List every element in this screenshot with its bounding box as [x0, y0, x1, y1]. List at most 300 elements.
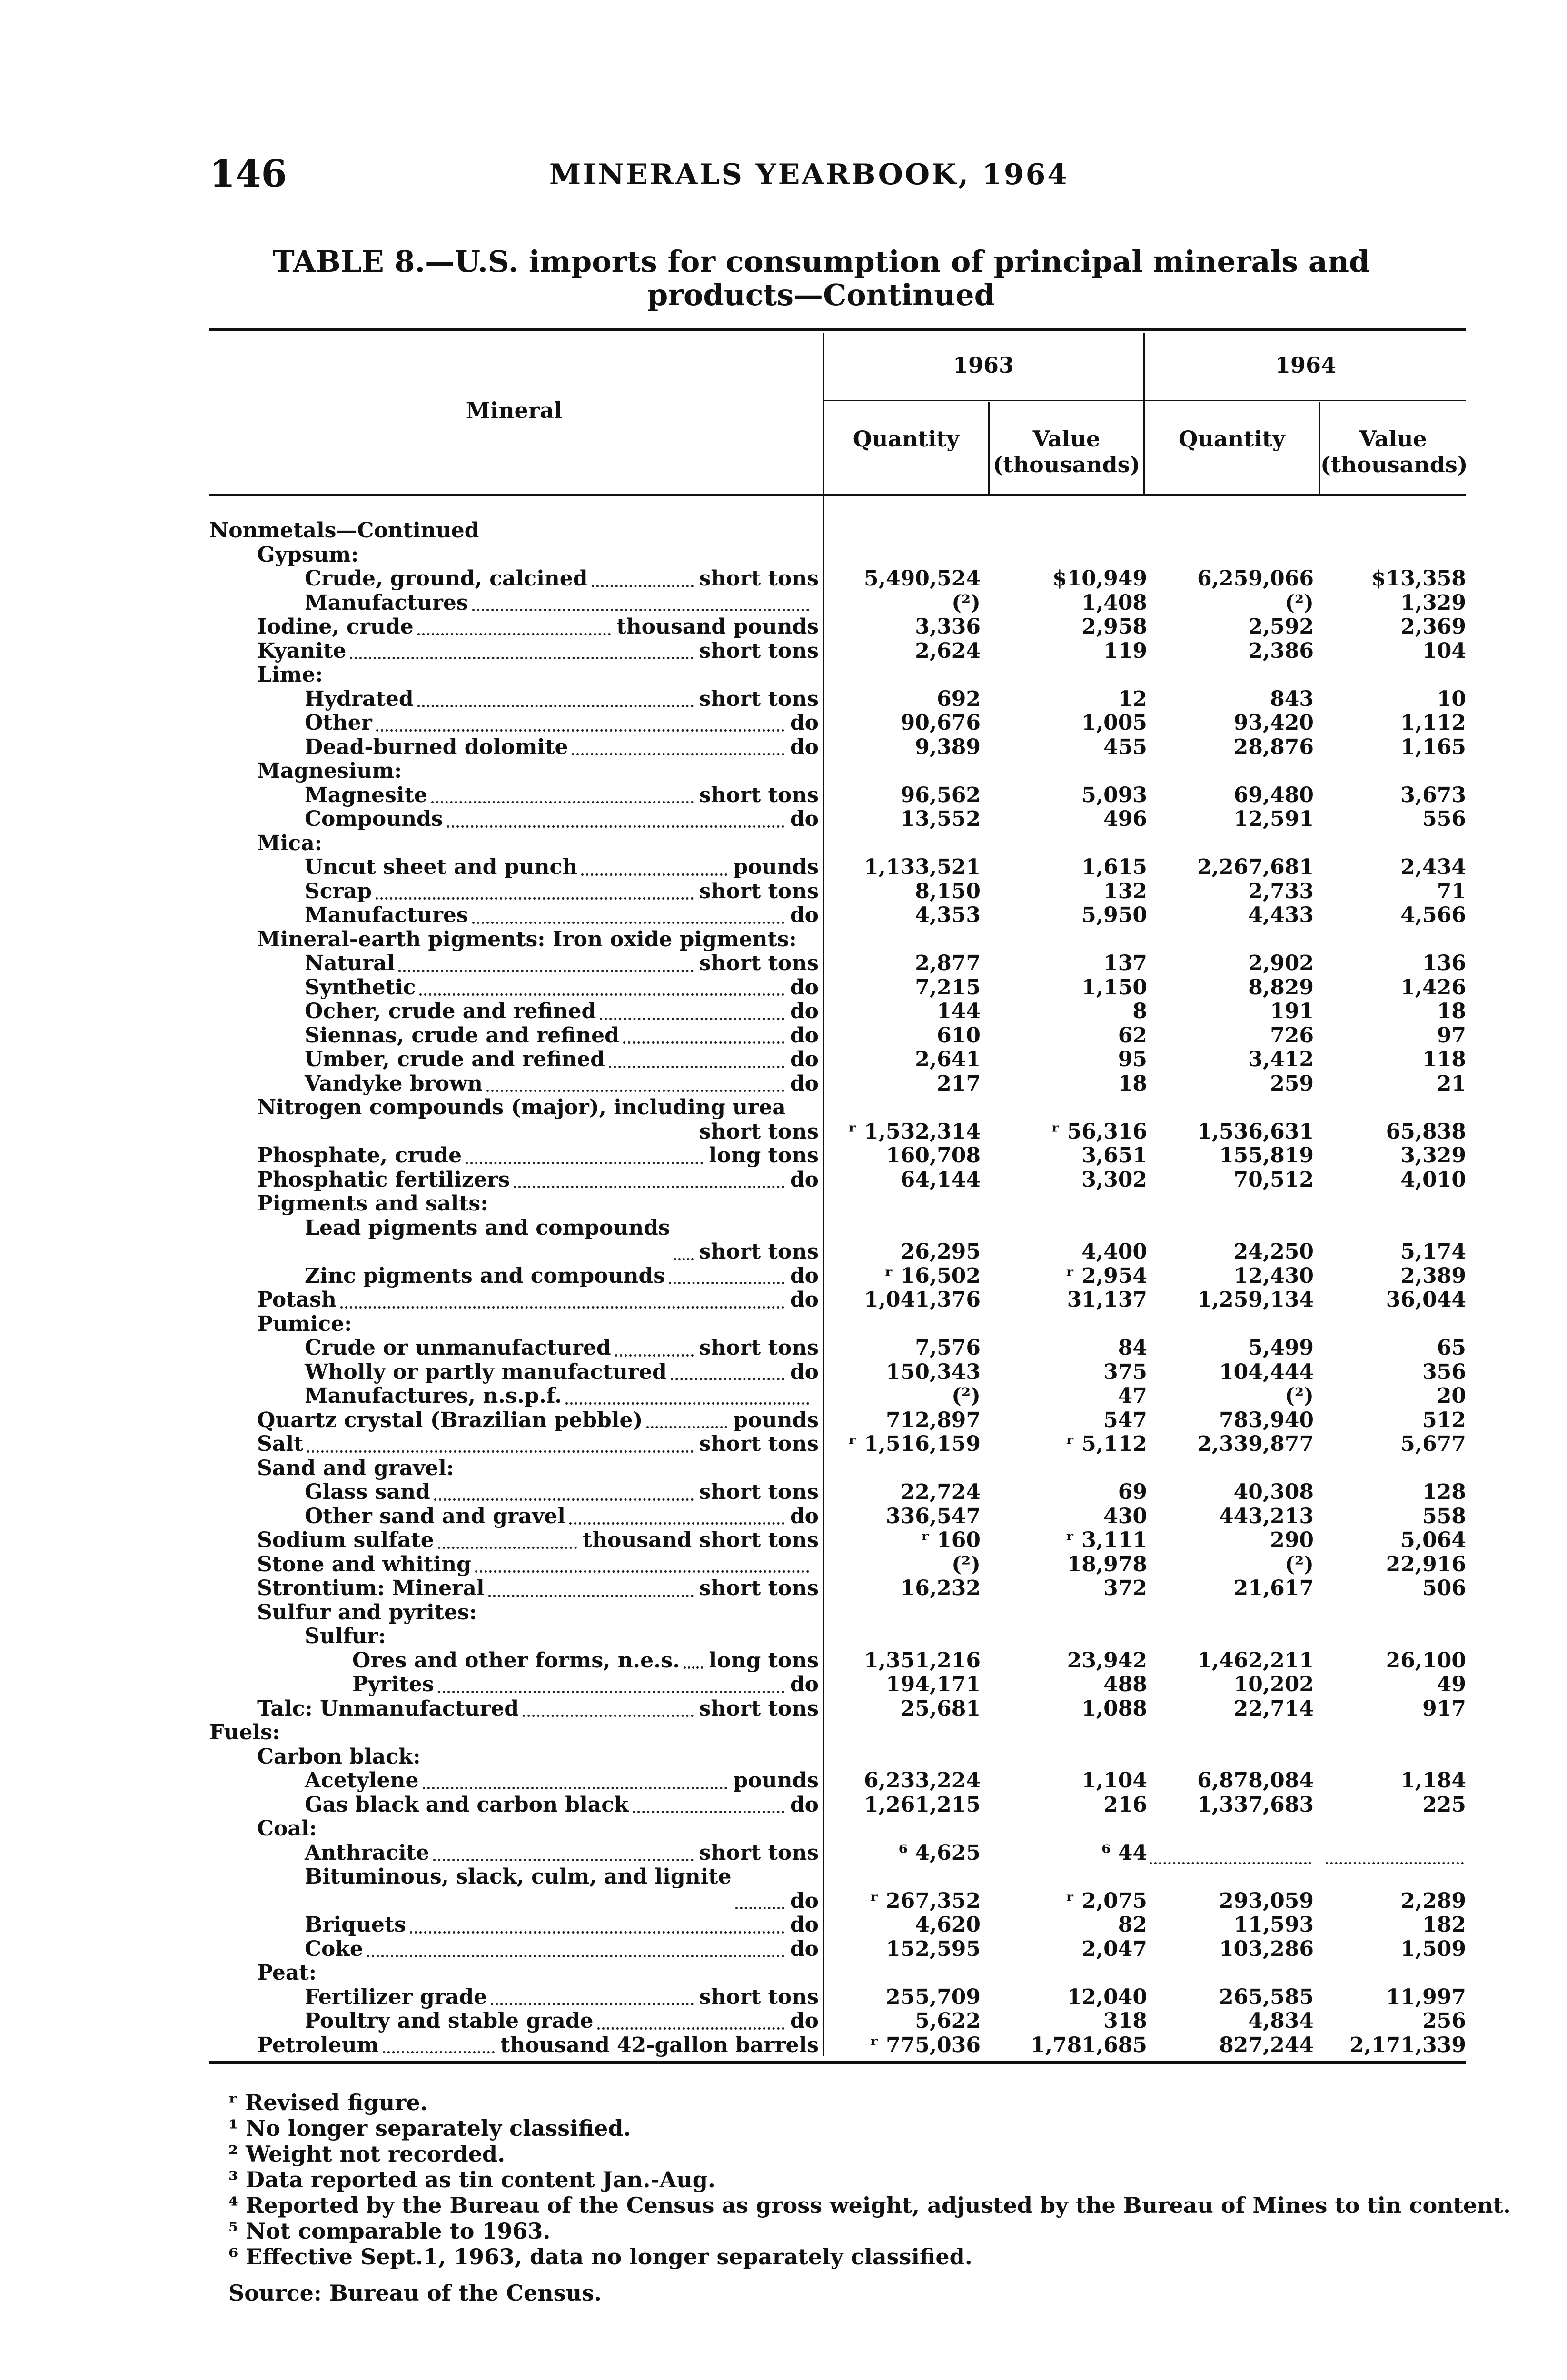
quantity-1963-cell: [833, 1721, 981, 1745]
value-1964-cell: 356: [1422, 1359, 1466, 1384]
value-1963-cell: 62: [1118, 1023, 1147, 1048]
row-label-text: Iodine, crude: [257, 615, 414, 639]
table-row: [209, 880, 1466, 904]
table-row: [209, 1264, 1466, 1289]
quantity-1963-cell: ʳ 16,502: [884, 1263, 981, 1288]
value-1964-cell: [1323, 832, 1466, 856]
row-label-text: Kyanite: [257, 638, 347, 663]
table-row: [209, 1673, 1466, 1697]
value-1963-cell: [990, 1961, 1147, 1985]
row-label-text: Stone and whiting: [257, 1552, 471, 1577]
quantity-1963-cell: 25,681: [900, 1696, 981, 1721]
table-row: [209, 1336, 1466, 1360]
row-label: [209, 1697, 819, 1721]
row-label-text: Potash: [257, 1288, 337, 1312]
table-bottom-rule: [209, 2061, 1466, 2064]
row-label-text: Ores and other forms, n.e.s.: [352, 1648, 680, 1673]
footnote: ⁴ Reported by the Bureau of the Census as gross weight, adjusted by the Bureau of Mines to tin content.: [228, 2192, 1511, 2218]
quantity-1964-cell: 843: [1270, 686, 1314, 711]
value-1963-header: [990, 426, 1143, 477]
quantity-1964-cell: [1157, 1625, 1314, 1649]
value-1964-cell: $13,358: [1371, 566, 1466, 591]
table-row: [209, 1312, 1466, 1337]
row-label: [209, 2033, 819, 2058]
mineral-column-header: Mineral: [466, 397, 563, 423]
quantity-1964-cell: 22,714: [1233, 1696, 1314, 1721]
row-unit: short tons: [696, 1432, 819, 1457]
value-1963-cell: 430: [1103, 1504, 1147, 1528]
row-label-text: Sand and gravel:: [257, 1456, 454, 1480]
quantity-1964-cell: [1150, 1853, 1311, 1864]
row-unit: do: [787, 2009, 819, 2033]
quantity-1963-cell: 2,624: [915, 638, 981, 663]
value-1964-cell: 2,289: [1400, 1888, 1466, 1913]
row-unit: do: [787, 1505, 819, 1529]
value-1964-cell: 65: [1437, 1336, 1466, 1360]
value-1964-cell: [1323, 759, 1466, 783]
dot-leader: [669, 1282, 784, 1284]
quantity-1963-cell: [833, 1961, 981, 1985]
quantity-1963-cell: 1,261,215: [864, 1792, 981, 1817]
row-label: [209, 1168, 819, 1192]
row-unit: short tons: [696, 1240, 819, 1264]
quantity-1963-cell: 150,343: [885, 1359, 981, 1384]
value-1963-cell: 1,104: [1081, 1768, 1147, 1793]
row-label: [209, 1384, 819, 1408]
quantity-1964-cell: 290: [1270, 1528, 1314, 1552]
row-label: [209, 1432, 819, 1457]
quantity-1963-cell: 1,351,216: [864, 1648, 981, 1673]
dot-leader: [438, 1691, 784, 1693]
row-label-text: Carbon black:: [257, 1744, 421, 1769]
quantity-1964-cell: [1157, 759, 1314, 783]
quantity-1964-cell: 6,259,066: [1197, 566, 1314, 591]
row-label: [209, 1961, 819, 1985]
quantity-1963-cell: [833, 759, 981, 783]
value-1963-cell: 318: [1103, 2009, 1147, 2033]
table-row: [209, 952, 1466, 976]
value-1964-cell: 36,044: [1386, 1288, 1466, 1312]
value-1964-cell: 556: [1422, 807, 1466, 831]
quantity-1964-cell: 5,499: [1248, 1336, 1314, 1360]
row-unit: do: [787, 807, 819, 832]
running-title: MINERALS YEARBOOK, 1964: [549, 158, 1070, 191]
quantity-1964-cell: 4,433: [1248, 903, 1314, 927]
value-1964-cell: [1323, 663, 1466, 687]
quantity-1963-cell: [833, 1192, 981, 1216]
quantity-1964-cell: 2,592: [1248, 615, 1314, 639]
row-label: [209, 663, 819, 687]
row-unit: short tons: [696, 1697, 819, 1721]
row-label: [209, 1769, 819, 1793]
table-row: [209, 543, 1466, 567]
table-row: [209, 735, 1466, 760]
quantity-1964-cell: [1157, 1745, 1314, 1769]
quantity-1964-cell: 70,512: [1233, 1167, 1314, 1192]
dot-leader: [447, 825, 784, 828]
footnote: ³ Data reported as tin content Jan.-Aug.: [228, 2167, 715, 2192]
quantity-1964-cell: 4,834: [1248, 2009, 1314, 2033]
value-1963-cell: [990, 1817, 1147, 1841]
table-row: [209, 639, 1466, 664]
quantity-1963-cell: 255,709: [885, 1984, 981, 2009]
quantity-1964-cell: 21,617: [1233, 1576, 1314, 1600]
value-1964-cell: 22,916: [1386, 1552, 1466, 1577]
row-label-text: Crude or unmanufactured: [305, 1336, 611, 1360]
dot-leader: [383, 2051, 495, 2053]
row-label: [209, 1457, 819, 1481]
table-row: [209, 1432, 1466, 1457]
row-label-text: Coke: [305, 1936, 363, 1961]
row-label-text: Wholly or partly manufactured: [305, 1359, 667, 1384]
table-row: [209, 711, 1466, 735]
table-title-line-2: products—Continued: [647, 278, 995, 312]
row-label-text: Manufactures: [305, 903, 468, 927]
row-label: [209, 928, 819, 952]
quantity-1964-cell: 2,267,681: [1197, 855, 1314, 879]
value-1963-cell: 496: [1103, 807, 1147, 831]
quantity-1963-cell: 217: [937, 1071, 981, 1096]
row-label: [209, 543, 819, 567]
quantity-1964-cell: [1157, 519, 1314, 543]
quantity-1964-cell: [1157, 663, 1314, 687]
dot-leader: [491, 2003, 694, 2005]
quantity-1963-cell: 16,232: [900, 1576, 981, 1600]
quantity-1963-cell: (²): [952, 1384, 981, 1408]
row-label: [209, 519, 819, 543]
value-1964-cell: 136: [1422, 951, 1466, 975]
value-1964-cell: 2,369: [1400, 615, 1466, 639]
quantity-1964-cell: 10,202: [1233, 1672, 1314, 1696]
value-1964-cell: [1323, 1312, 1466, 1337]
value-1963-cell: 132: [1103, 879, 1147, 903]
dot-leader: [615, 1354, 694, 1357]
row-unit: do: [787, 1000, 819, 1024]
footnote: ⁶ Effective Sept.1, 1963, data no longer separately classified.: [228, 2244, 972, 2270]
row-label: [209, 1841, 819, 1865]
value-1963-cell: [990, 1192, 1147, 1216]
row-unit: short tons: [696, 1577, 819, 1601]
row-label: [209, 759, 819, 783]
row-label-text: Umber, crude and refined: [305, 1047, 605, 1071]
dot-leader: [376, 897, 694, 900]
value-1964-cell: [1323, 928, 1466, 952]
quantity-1963-cell: 1,133,521: [864, 855, 981, 879]
quantity-1964-cell: 24,250: [1233, 1240, 1314, 1264]
dot-leader: [472, 922, 784, 924]
row-unit: do: [787, 1360, 819, 1385]
dot-leader: [433, 1859, 694, 1861]
quantity-1963-cell: 692: [937, 686, 981, 711]
value-1964-cell: [1323, 1601, 1466, 1625]
dot-leader: [735, 1907, 784, 1909]
dot-leader: [671, 1378, 784, 1380]
table-row: [209, 1697, 1466, 1721]
value-1964-cell: [1323, 543, 1466, 567]
quantity-1963-cell: 22,724: [900, 1480, 981, 1504]
table-row: [209, 1000, 1466, 1024]
table-row: [209, 1649, 1466, 1673]
row-label-text: Salt: [257, 1432, 304, 1456]
value-1963-cell: 455: [1103, 734, 1147, 759]
quantity-1964-cell: 783,940: [1219, 1408, 1314, 1432]
row-label-text: Dead-burned dolomite: [305, 734, 568, 759]
quantity-1963-cell: ⁶ 4,625: [898, 1840, 981, 1865]
row-label: [209, 1000, 819, 1024]
quantity-1963-cell: ʳ 160: [921, 1528, 981, 1552]
value-1964-header: [1320, 426, 1466, 477]
table-row: [209, 1528, 1466, 1553]
value-1963-cell: 8: [1132, 999, 1147, 1023]
row-label-text: Magnesium:: [257, 759, 402, 783]
value-1964-cell: 1,112: [1400, 711, 1466, 735]
row-label-text: Talc: Unmanufactured: [257, 1696, 519, 1721]
row-label-text: Mineral-earth pigments: Iron oxide pigments:: [257, 927, 797, 952]
dot-leader: [376, 729, 784, 732]
value-1964-cell: [1323, 1721, 1466, 1745]
value-1963-cell: 18,978: [1067, 1552, 1147, 1577]
value-1963-cell: 2,958: [1081, 615, 1147, 639]
value-1964-cell: 3,673: [1400, 783, 1466, 807]
dot-leader: [609, 1066, 784, 1068]
row-label: [209, 687, 819, 712]
table-row: [209, 1144, 1466, 1168]
row-unit: pounds: [730, 855, 819, 880]
row-label: [209, 1216, 819, 1264]
row-unit: do: [787, 1168, 819, 1192]
quantity-1963-cell: 64,144: [900, 1167, 981, 1192]
row-label: [209, 1865, 819, 1913]
table-row: [209, 1577, 1466, 1601]
dot-leader: [565, 1402, 809, 1405]
value-1964-cell: 1,426: [1400, 975, 1466, 1000]
row-label: [209, 832, 819, 856]
value-1964-cell: 4,010: [1400, 1167, 1466, 1192]
row-unit: do: [787, 711, 819, 735]
table-row: [209, 1408, 1466, 1433]
table-row: [209, 928, 1466, 952]
row-unit: do: [787, 1937, 819, 1962]
row-unit: thousand pounds: [614, 615, 819, 639]
quantity-1963-cell: ʳ 1,516,159: [848, 1432, 981, 1456]
quantity-1963-cell: 160,708: [885, 1143, 981, 1168]
table-row: [209, 663, 1466, 687]
row-unit: do: [787, 1024, 819, 1048]
value-1963-cell: [990, 543, 1147, 567]
table-row: [209, 1625, 1466, 1649]
table-row: [209, 1360, 1466, 1385]
quantity-1963-cell: 712,897: [885, 1408, 981, 1432]
value-1963-cell: 547: [1103, 1408, 1147, 1432]
quantity-1963-cell: 5,490,524: [864, 566, 981, 591]
row-label: [209, 1312, 819, 1337]
table-row: [209, 903, 1466, 928]
row-label: [209, 1505, 819, 1529]
row-unit: pounds: [730, 1769, 819, 1793]
row-label-text: Acetylene: [305, 1768, 419, 1793]
value-1963-cell: 84: [1118, 1336, 1147, 1360]
row-unit: do: [787, 1072, 819, 1096]
table-row: [209, 783, 1466, 808]
row-unit: short tons: [696, 783, 819, 808]
quantity-1963-cell: 6,233,224: [864, 1768, 981, 1793]
value-1964-cell: [1323, 1745, 1466, 1769]
quantity-1963-cell: 336,547: [885, 1504, 981, 1528]
quantity-1964-cell: 827,244: [1219, 2033, 1314, 2057]
value-1964-cell: 10: [1437, 686, 1466, 711]
value-1964-cell: 5,677: [1400, 1432, 1466, 1456]
dot-leader: [600, 1018, 784, 1020]
page-header: [200, 152, 1418, 200]
row-label-text: Scrap: [305, 879, 372, 903]
footnote: ¹ No longer separately classified.: [228, 2115, 631, 2141]
value-1963-cell: ʳ 3,111: [1065, 1528, 1147, 1552]
value-1964-cell: 26,100: [1386, 1648, 1466, 1673]
table-row: [209, 1817, 1466, 1841]
value-1963-cell: 12: [1118, 686, 1147, 711]
quantity-1963-cell: [833, 1625, 981, 1649]
quantity-1964-cell: [1157, 1457, 1314, 1481]
table-row: [209, 1937, 1466, 1962]
row-label-text: Strontium: Mineral: [257, 1576, 485, 1600]
value-1964-cell: 18: [1437, 999, 1466, 1023]
row-label-text: Briquets: [305, 1913, 406, 1937]
quantity-1963-cell: (²): [952, 590, 981, 615]
row-unit: short tons: [696, 1480, 819, 1505]
quantity-1964-cell: [1157, 1817, 1314, 1841]
value-1963-cell: ʳ 56,316: [1051, 1119, 1147, 1144]
row-label: [209, 1937, 819, 1962]
row-label: [209, 1264, 819, 1289]
quantity-1964-cell: [1157, 1601, 1314, 1625]
value-1964-cell: 1,509: [1400, 1936, 1466, 1961]
dot-leader: [367, 1955, 784, 1957]
quantity-1963-cell: (²): [952, 1552, 981, 1577]
quantity-1963-cell: [833, 1745, 981, 1769]
value-1963-cell: 3,302: [1081, 1167, 1147, 1192]
quantity-1963-cell: [833, 543, 981, 567]
quantity-1964-cell: [1157, 543, 1314, 567]
row-label: [209, 1913, 819, 1937]
row-label-text: Vandyke brown: [305, 1071, 483, 1096]
quantity-1964-cell: 726: [1270, 1023, 1314, 1048]
value-1963-cell: 1,781,685: [1031, 2033, 1147, 2057]
quantity-1964-cell: 1,536,631: [1197, 1119, 1314, 1144]
row-label: [209, 1408, 819, 1433]
quantity-1963-cell: 152,595: [885, 1936, 981, 1961]
dot-leader: [417, 705, 694, 707]
value-1964-cell: 128: [1422, 1480, 1466, 1504]
row-label: [209, 1601, 819, 1625]
row-unit: do: [787, 903, 819, 928]
value-1964-cell: 21: [1437, 1071, 1466, 1096]
row-unit: short tons: [696, 567, 819, 591]
quantity-1964-cell: 293,059: [1219, 1888, 1314, 1913]
table-row: [209, 807, 1466, 832]
row-unit: thousand short tons: [580, 1528, 819, 1553]
dot-leader: [472, 609, 809, 611]
row-label-text: Petroleum: [257, 2033, 379, 2057]
dot-leader: [410, 1931, 784, 1934]
quantity-1964-cell: [1157, 928, 1314, 952]
quantity-1963-header: Quantity: [853, 426, 960, 452]
row-label: [209, 1625, 819, 1649]
table-row: [209, 1745, 1466, 1769]
value-1963-cell: 5,093: [1081, 783, 1147, 807]
value-1964-cell: 506: [1422, 1576, 1466, 1600]
dot-leader: [307, 1450, 694, 1453]
row-unit: do: [787, 1048, 819, 1072]
table-row: [209, 1024, 1466, 1048]
dot-leader: [569, 1522, 784, 1525]
row-label-text: Bituminous, slack, culm, and lignite: [305, 1864, 732, 1889]
row-label: [209, 1649, 819, 1673]
quantity-1964-cell: [1157, 1192, 1314, 1216]
value-1963-cell: 82: [1118, 1913, 1147, 1937]
footnote: ⁵ Not comparable to 1963.: [228, 2218, 551, 2244]
quantity-1963-cell: 2,641: [915, 1047, 981, 1071]
value-1963-cell: $10,949: [1052, 566, 1147, 591]
row-label-text: Coal:: [257, 1816, 317, 1841]
quantity-1964-cell: 8,829: [1248, 975, 1314, 1000]
quantity-1964-cell: 1,337,683: [1197, 1792, 1314, 1817]
row-label-text: Phosphatic fertilizers: [257, 1167, 510, 1192]
quantity-1963-cell: [833, 1312, 981, 1337]
dot-leader: [466, 1162, 703, 1164]
table-row: [209, 1865, 1466, 1913]
footnote: ² Weight not recorded.: [228, 2141, 506, 2167]
quantity-1963-cell: 4,353: [915, 903, 981, 927]
row-label: [209, 952, 819, 976]
value-1964-cell: 5,064: [1400, 1528, 1466, 1552]
quantity-1964-cell: 2,386: [1248, 638, 1314, 663]
quantity-1963-cell: [833, 1457, 981, 1481]
value-1964-cell: 2,434: [1400, 855, 1466, 879]
row-label-text: Compounds: [305, 807, 443, 831]
value-1963-cell: 119: [1103, 638, 1147, 663]
value-1964-cell: 1,184: [1400, 1768, 1466, 1793]
value-1963-cell: [990, 1312, 1147, 1337]
row-label-text: Pigments and salts:: [257, 1191, 488, 1216]
row-label: [209, 1817, 819, 1841]
value-1963-cell: 12,040: [1067, 1984, 1147, 2009]
row-label-text: Sodium sulfate: [257, 1528, 434, 1552]
value-1964-cell: [1323, 1457, 1466, 1481]
quantity-1964-cell: [1157, 1961, 1314, 1985]
row-label: [209, 1360, 819, 1385]
quantity-1963-cell: 5,622: [915, 2009, 981, 2033]
row-label: [209, 1072, 819, 1096]
table-row: [209, 567, 1466, 591]
dot-leader: [475, 1570, 809, 1573]
table-row: [209, 591, 1466, 615]
quantity-1963-cell: [833, 928, 981, 952]
quantity-1963-cell: [833, 663, 981, 687]
row-label-text: Manufactures: [305, 590, 468, 615]
row-label: [209, 2009, 819, 2033]
dot-leader: [434, 1498, 694, 1501]
row-label: [209, 855, 819, 880]
row-label: [209, 735, 819, 760]
quantity-1963-cell: 144: [937, 999, 981, 1023]
year-1964-header: 1964: [1275, 352, 1337, 378]
row-unit: short tons: [696, 687, 819, 712]
row-unit: short tons: [696, 1841, 819, 1865]
quantity-1964-cell: 11,593: [1233, 1913, 1314, 1937]
row-unit: do: [787, 976, 819, 1000]
value-1964-cell: [1323, 1817, 1466, 1841]
value-1964-cell: [1323, 519, 1466, 543]
